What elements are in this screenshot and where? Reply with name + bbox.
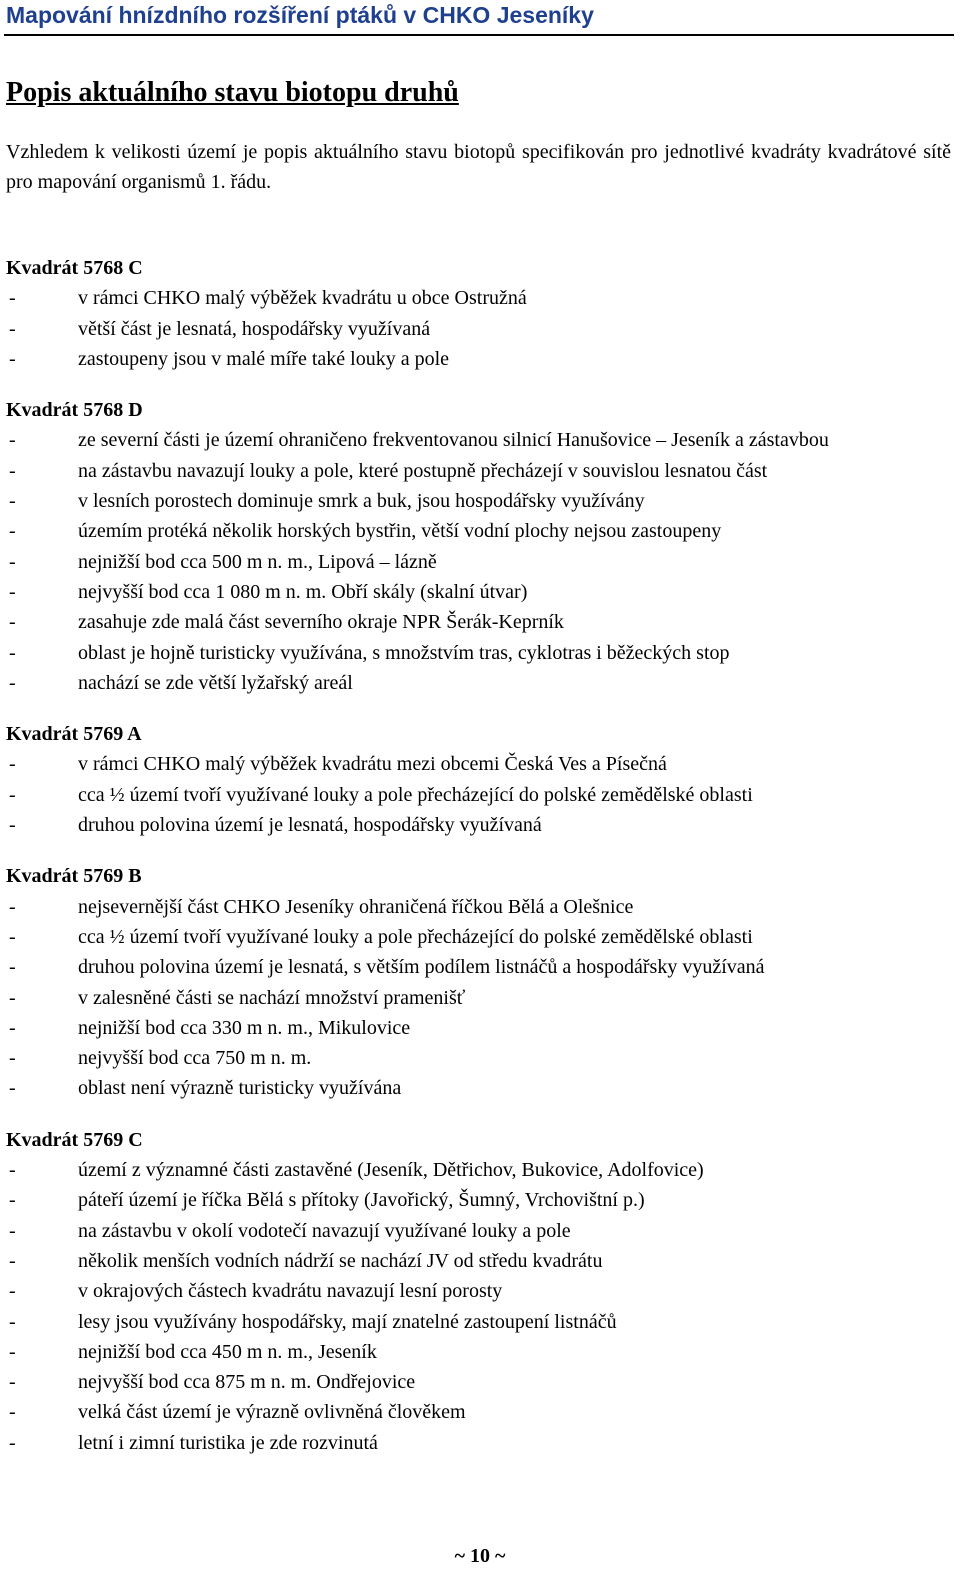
list-item xyxy=(6,1073,951,1103)
header-divider xyxy=(4,34,954,36)
page-number: ~ 10 ~ xyxy=(454,1545,506,1567)
list-dash: - xyxy=(9,1310,16,1333)
list-item-text: nejsevernější část CHKO Jeseníky ohraničená říčkou Bělá a Olešnice xyxy=(78,895,634,918)
list-item xyxy=(6,1043,951,1073)
list-item xyxy=(6,547,951,577)
list-item-text: v okrajových částech kvadrátu navazují lesní porosty xyxy=(78,1280,503,1303)
list-dash: - xyxy=(9,1249,16,1272)
list-item-text: letní i zimní turistika je zde rozvinutá xyxy=(78,1431,378,1454)
list-item xyxy=(6,668,951,698)
list-dash: - xyxy=(9,895,16,918)
list-item xyxy=(6,892,951,922)
list-dash: - xyxy=(9,611,16,634)
list-item-text: zasahuje zde malá část severního okraje NPR Šerák-Keprník xyxy=(78,611,564,634)
running-header-title: Mapování hnízdního rozšíření ptáků v CHKO Jeseníky xyxy=(6,2,594,28)
list-dash: - xyxy=(9,550,16,573)
list-item xyxy=(6,1428,951,1458)
list-dash: - xyxy=(9,671,16,694)
list-item xyxy=(6,607,951,637)
quadrat-title: Kvadrát 5768 D xyxy=(6,399,143,422)
list-item-text: na zástavbu v okolí vodotečí navazují využívané louky a pole xyxy=(78,1219,571,1242)
list-item-text: nejnižší bod cca 330 m n. m., Mikulovice xyxy=(78,1016,411,1039)
intro-paragraph: Vzhledem k velikosti území je popis aktuálního stavu biotopů specifikován pro jednotlivé kvadráty kvadrátové sítě pro mapování organismů 1. řádu. xyxy=(6,141,951,193)
list-dash: - xyxy=(9,520,16,543)
list-item-text: větší část je lesnatá, hospodářsky využívaná xyxy=(78,317,431,340)
list-item xyxy=(6,1246,951,1276)
list-item xyxy=(6,749,951,779)
list-item-text: v rámci CHKO malý výběžek kvadrátu mezi obcemi Česká Ves a Písečná xyxy=(78,753,667,776)
list-item xyxy=(6,952,951,982)
list-item xyxy=(6,486,951,516)
list-dash: - xyxy=(9,1077,16,1100)
list-dash: - xyxy=(9,317,16,340)
list-item xyxy=(6,1216,951,1246)
list-item-text: druhou polovina území je lesnatá, hospodářsky využívaná xyxy=(78,814,542,837)
list-dash: - xyxy=(9,1431,16,1454)
list-dash: - xyxy=(9,1047,16,1070)
list-item xyxy=(6,1155,951,1185)
list-dash: - xyxy=(9,783,16,806)
list-dash: - xyxy=(9,1189,16,1212)
list-item-text: v lesních porostech dominuje smrk a buk, jsou hospodářsky využívány xyxy=(78,490,645,513)
quadrat-block xyxy=(6,719,951,840)
list-dash: - xyxy=(9,814,16,837)
list-item-text: několik menších vodních nádrží se nachází JV od středu kvadrátu xyxy=(78,1249,603,1272)
quadrat-title: Kvadrát 5769 A xyxy=(6,723,142,746)
list-item-text: oblast je hojně turisticky využívána, s množstvím tras, cyklotras i běžeckých stop xyxy=(78,641,730,664)
quadrat-title: Kvadrát 5769 B xyxy=(6,865,142,888)
list-item-text: nejvyšší bod cca 875 m n. m. Ondřejovice xyxy=(78,1371,416,1394)
list-dash: - xyxy=(9,429,16,452)
list-dash: - xyxy=(9,347,16,370)
list-dash: - xyxy=(9,580,16,603)
list-dash: - xyxy=(9,1016,16,1039)
section-title: Popis aktuálního stavu biotopu druhů xyxy=(6,77,459,108)
list-item xyxy=(6,1337,951,1367)
list-item xyxy=(6,456,951,486)
list-item xyxy=(6,1013,951,1043)
list-item-text: zastoupeny jsou v malé míře také louky a pole xyxy=(78,347,450,370)
list-item-text: ze severní části je území ohraničeno frekventovanou silnicí Hanušovice – Jeseník a zástavbou xyxy=(78,429,829,452)
quadrat-title: Kvadrát 5768 C xyxy=(6,257,143,279)
list-item xyxy=(6,1397,951,1427)
list-dash: - xyxy=(9,1280,16,1303)
list-item xyxy=(6,983,951,1013)
list-item-text: nejnižší bod cca 500 m n. m., Lipová – lázně xyxy=(78,550,437,573)
list-item-text: v rámci CHKO malý výběžek kvadrátu u obce Ostružná xyxy=(78,287,527,310)
list-dash: - xyxy=(9,1401,16,1424)
list-item-text: území z významné části zastavěné (Jeseník, Dětřichov, Bukovice, Adolfovice) xyxy=(78,1159,704,1182)
list-item xyxy=(6,1307,951,1337)
list-item-text: v zalesněné části se nachází množství pramenišť xyxy=(78,986,466,1009)
list-item xyxy=(6,1367,951,1397)
list-dash: - xyxy=(9,753,16,776)
list-dash: - xyxy=(9,287,16,310)
list-item-text: nejnižší bod cca 450 m n. m., Jeseník xyxy=(78,1340,377,1363)
list-item-text: velká část území je výrazně ovlivněná člověkem xyxy=(78,1401,466,1424)
list-item-text: cca ½ území tvoří využívané louky a pole přecházející do polské zemědělské oblasti xyxy=(78,925,753,948)
list-dash: - xyxy=(9,1159,16,1182)
list-item xyxy=(6,1276,951,1306)
list-item-text: nejvyšší bod cca 1 080 m n. m. Obří skály (skalní útvar) xyxy=(78,580,528,603)
list-dash: - xyxy=(9,956,16,979)
list-item-text: na zástavbu navazují louky a pole, které postupně přecházejí v souvislou lesnatou část xyxy=(78,459,768,482)
quadrat-blocks xyxy=(6,253,951,1479)
list-item xyxy=(6,344,951,374)
list-item xyxy=(6,922,951,952)
list-item-text: páteří území je říčka Bělá s přítoky (Javořický, Šumný, Vrchovištní p.) xyxy=(78,1189,645,1212)
quadrat-block xyxy=(6,861,951,1103)
list-dash: - xyxy=(9,1371,16,1394)
list-dash: - xyxy=(9,459,16,482)
list-item xyxy=(6,314,951,344)
list-item xyxy=(6,780,951,810)
list-dash: - xyxy=(9,641,16,664)
list-dash: - xyxy=(9,1340,16,1363)
list-item-text: nachází se zde větší lyžařský areál xyxy=(78,671,353,694)
list-item-text: nejvyšší bod cca 750 m n. m. xyxy=(78,1047,312,1070)
list-item xyxy=(6,516,951,546)
list-dash: - xyxy=(9,1219,16,1242)
list-dash: - xyxy=(9,925,16,948)
quadrat-block xyxy=(6,1125,951,1458)
list-item xyxy=(6,1185,951,1215)
list-item-text: druhou polovina území je lesnatá, s větším podílem listnáčů a hospodářsky využívaná xyxy=(78,956,765,979)
list-item xyxy=(6,283,951,313)
list-item xyxy=(6,638,951,668)
list-item xyxy=(6,577,951,607)
list-dash: - xyxy=(9,986,16,1009)
list-item xyxy=(6,810,951,840)
quadrat-title: Kvadrát 5769 C xyxy=(6,1128,143,1151)
list-item-text: oblast není výrazně turisticky využívána xyxy=(78,1077,402,1100)
list-item xyxy=(6,425,951,455)
quadrat-block xyxy=(6,253,951,374)
list-item-text: územím protéká několik horských bystřin, větší vodní plochy nejsou zastoupeny xyxy=(78,520,722,543)
list-item-text: lesy jsou využívány hospodářsky, mají znatelné zastoupení listnáčů xyxy=(78,1310,617,1333)
quadrat-block xyxy=(6,395,951,698)
list-dash: - xyxy=(9,490,16,513)
list-item-text: cca ½ území tvoří využívané louky a pole přecházející do polské zemědělské oblasti xyxy=(78,783,753,806)
